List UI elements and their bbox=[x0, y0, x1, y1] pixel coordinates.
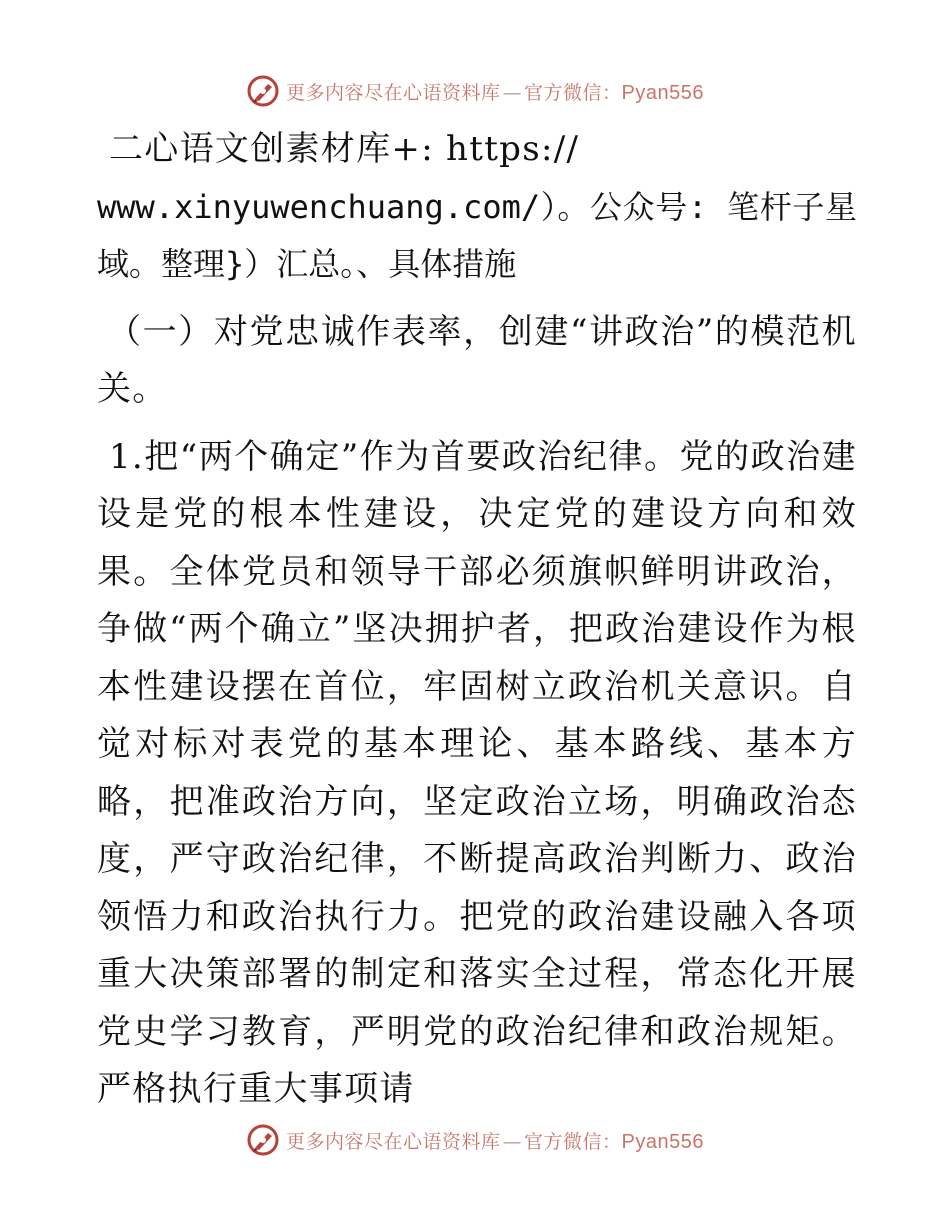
banner-official-label: 官方微信： bbox=[524, 1130, 622, 1153]
banner-dash: — bbox=[502, 81, 523, 104]
paragraph-source-note bbox=[97, 121, 857, 294]
banner-slogan: 更多内容尽在心语资料库 bbox=[286, 81, 501, 104]
source-url: www.xinyuwenchuang.com/）。公众号: 笔杆子星域。整理}）汇总。、具体措施 bbox=[97, 187, 857, 283]
banner-wechat-id: Pyan556 bbox=[621, 1130, 704, 1153]
paragraph-body: 1.把“两个确定”作为首要政治纪律。党的政治建设是党的根本性建设，决定党的建设方向和效果。全体党员和领导干部必须旗帜鲜明讲政治，争做“两个确立”坚决拥护者，把政治建设作为根本性建设摆在首位，牢固树立政治机关意识。自觉对标对表党的基本理论、基本路线、基本方略，把准政治方向，坚定政治立场，明确政治态度，严守政治纪律，不断提高政治判断力、政治领悟力和政治执行力。把党的政治建设融入各项重大决策部署的制定和落实全过程，常态化开展党史学习教育，严明党的政治纪律和政治规矩。严格执行重大事项请 bbox=[97, 436, 857, 1109]
banner-wechat-id: Pyan556 bbox=[621, 81, 704, 104]
banner-text bbox=[286, 1127, 704, 1154]
header-banner bbox=[0, 71, 950, 111]
banner-dash: — bbox=[502, 1130, 523, 1153]
pen-logo-icon bbox=[246, 1123, 280, 1157]
source-note-prefix: 二心语文创素材库+: https:// bbox=[109, 129, 580, 169]
banner-slogan: 更多内容尽在心语资料库 bbox=[286, 1130, 501, 1153]
banner-official-label: 官方微信： bbox=[524, 81, 622, 104]
banner-text bbox=[286, 78, 704, 105]
pen-logo-icon bbox=[246, 74, 280, 108]
section-heading: （一）对党忠诚作表率，创建“讲政治”的模范机关。 bbox=[97, 311, 857, 409]
footer-banner bbox=[0, 1120, 950, 1160]
document-body bbox=[97, 121, 857, 1119]
